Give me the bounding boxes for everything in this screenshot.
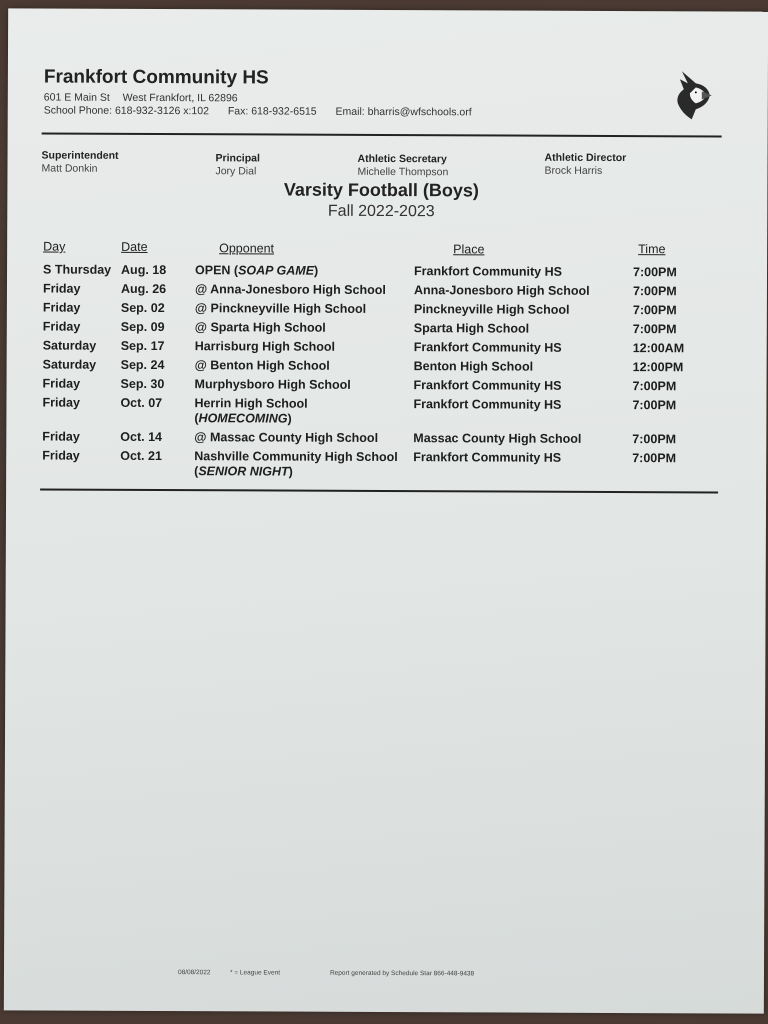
table-row <box>7 281 755 302</box>
school-name: Frankfort Community HS <box>43 66 269 89</box>
cell-opponent: OPEN (SOAP GAME) <box>195 263 319 278</box>
cell-place: Frankfort Community HS <box>413 378 562 393</box>
table-row <box>7 319 755 340</box>
column-header-date: Date <box>121 239 148 254</box>
school-contact <box>44 105 488 119</box>
cell-time: 7:00PM <box>633 265 677 280</box>
school-email: Email: bharris@wfschools.orf <box>335 105 472 119</box>
cell-time: 12:00AM <box>632 341 685 356</box>
table-row <box>7 300 755 321</box>
cell-day: Friday <box>42 319 81 334</box>
cell-place: Frankfort Community HS <box>413 397 562 412</box>
table-bottom-divider <box>40 488 718 493</box>
table-row <box>7 376 755 397</box>
address-street: 601 E Main St <box>43 91 110 104</box>
cell-place: Anna-Jonesboro High School <box>413 283 590 298</box>
footer-generated: Report generated by Schedule Star 866-448-9438 <box>329 969 475 978</box>
table-row <box>6 448 754 485</box>
footer-date: 08/08/2022 <box>177 969 211 977</box>
cell-time: 7:00PM <box>632 432 677 447</box>
cell-opponent: Nashville Community High School (SENIOR NIGHT) <box>194 449 398 479</box>
event-note: (HOMECOMING) <box>194 411 292 426</box>
column-header-opponent: Opponent <box>219 241 275 256</box>
cell-place: Sparta High School <box>413 321 530 336</box>
staff-athletic-director: Athletic Director Brock Harris <box>544 151 627 177</box>
cell-time: 7:00PM <box>632 379 677 394</box>
cell-place: Benton High School <box>413 359 534 374</box>
cell-date: Sep. 02 <box>120 300 165 316</box>
cell-time: 12:00PM <box>632 360 684 375</box>
table-row <box>6 429 754 450</box>
cell-time: 7:00PM <box>632 398 677 413</box>
school-address <box>44 92 248 105</box>
school-fax: Fax: 618-932-6515 <box>227 105 317 118</box>
schedule-season: Fall 2022-2023 <box>327 202 435 221</box>
cell-date: Oct. 21 <box>120 448 162 464</box>
table-row <box>6 395 754 432</box>
cell-place: Frankfort Community HS <box>414 264 563 279</box>
table-row <box>7 338 755 359</box>
cell-place: Frankfort Community HS <box>413 450 562 465</box>
cell-opponent: @ Benton High School <box>194 358 330 373</box>
cell-time: 7:00PM <box>632 303 677 318</box>
cell-date: Sep. 30 <box>120 376 165 392</box>
column-header-time: Time <box>638 242 666 257</box>
cell-opponent: Murphysboro High School <box>194 377 351 392</box>
cell-opponent: Harrisburg High School <box>194 339 336 354</box>
cell-place: Frankfort Community HS <box>413 340 562 355</box>
cell-opponent: @ Sparta High School <box>194 320 326 335</box>
cell-date: Sep. 09 <box>120 319 165 335</box>
cell-opponent: @ Anna-Jonesboro High School <box>194 282 386 297</box>
column-header-place: Place <box>453 242 485 257</box>
cell-day: Friday <box>42 300 81 315</box>
cell-day: Saturday <box>42 338 97 353</box>
cell-date: Sep. 17 <box>120 338 165 354</box>
cardinal-bird-icon <box>668 69 714 121</box>
column-header-day: Day <box>43 239 66 254</box>
cell-day: Friday <box>42 395 81 410</box>
cell-opponent: @ Massac County High School <box>194 430 379 445</box>
table-row <box>7 357 755 378</box>
staff-superintendent: Superintendent Matt Donkin <box>41 149 119 175</box>
cell-day: Saturday <box>42 357 97 372</box>
header-divider <box>42 132 722 137</box>
school-phone: School Phone: 618-932-3126 x:102 <box>43 104 209 118</box>
staff-principal: Principal Jory Dial <box>215 152 260 178</box>
footer-legend: * = League Event <box>229 969 281 977</box>
cell-day: S Thursday <box>43 262 112 277</box>
table-row <box>7 262 755 283</box>
cell-date: Oct. 07 <box>120 395 163 411</box>
cell-opponent: @ Pinckneyville High School <box>194 301 367 316</box>
cell-opponent: Herrin High School (HOMECOMING) <box>194 396 308 426</box>
cell-time: 7:00PM <box>632 322 677 337</box>
cell-day: Friday <box>42 376 81 391</box>
paper-sheet <box>4 8 768 1013</box>
cell-time: 7:00PM <box>632 284 677 299</box>
address-city: West Frankfort, IL 62896 <box>122 91 238 105</box>
event-note: (SENIOR NIGHT) <box>194 464 293 479</box>
schedule-title: Varsity Football (Boys) <box>283 179 479 201</box>
staff-athletic-secretary: Athletic Secretary Michelle Thompson <box>357 152 449 179</box>
cell-date: Aug. 18 <box>121 262 167 278</box>
cell-date: Oct. 14 <box>120 429 163 445</box>
cell-time: 7:00PM <box>632 451 677 466</box>
cell-day: Friday <box>42 281 81 296</box>
cell-place: Massac County High School <box>413 431 582 446</box>
cell-place: Pinckneyville High School <box>413 302 570 317</box>
cell-date: Aug. 26 <box>120 281 167 297</box>
cell-date: Sep. 24 <box>120 357 165 373</box>
cell-day: Friday <box>42 429 80 444</box>
cell-day: Friday <box>42 448 80 463</box>
